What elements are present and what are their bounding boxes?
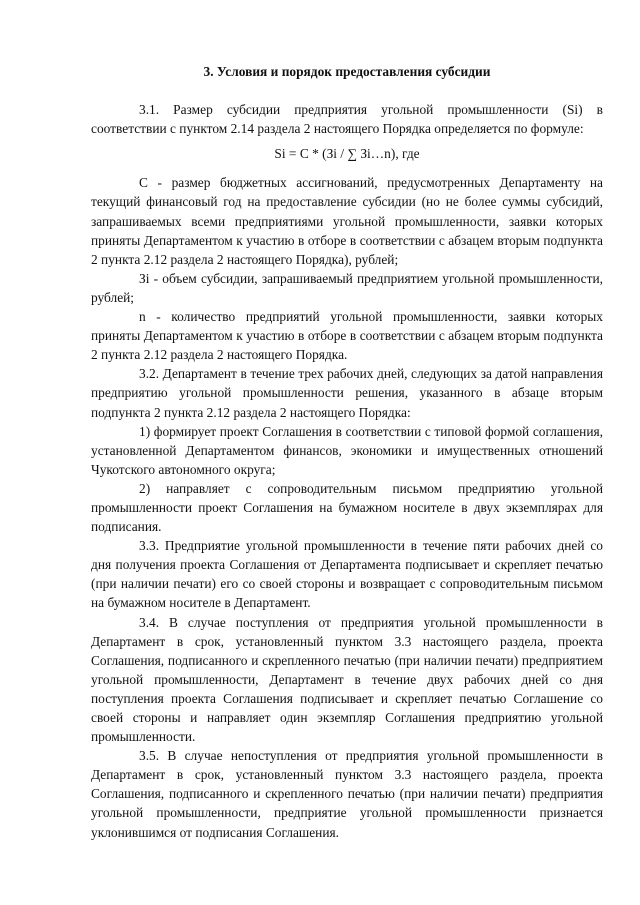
- list-item-1: 1) формирует проект Соглашения в соответствии с типовой формой соглашения, установленной Департаментом финансов, экономики и имущественных отношений Чукотского автономного округа;: [91, 423, 603, 477]
- document-page: [91, 62, 603, 842]
- section-title: 3. Условия и порядок предоставления субсидии: [203, 64, 491, 79]
- definition-zi: Зi - объем субсидии, запрашиваемый предприятием угольной промышленности, рублей;: [91, 270, 603, 305]
- paragraph-3-4: 3.4. В случае поступления от предприятия угольной промышленности в Департамент в срок, установленный пунктом 3.3 настоящего раздела, проекта Соглашения, подписанного и скрепленного печатью (при наличии печати) предприятием угольной промышленности, Департамент в течение двух рабочих дней со дня поступления проекта Соглашения подписывает и скрепляет печатью Соглашение со своей стороны и направляет один экземпляр Соглашения предприятию угольной промышленности.: [91, 614, 603, 745]
- definition-n: n - количество предприятий угольной промышленности, заявки которых приняты Департаментом к участию в отборе в соответствии с абзацем вторым подпункта 2 пункта 2.12 раздела 2 настоящего Порядка.: [91, 309, 603, 363]
- paragraph-3-3: 3.3. Предприятие угольной промышленности в течение пяти рабочих дней со дня получения проекта Соглашения от Департамента подписывает и скрепляет печатью (при наличии печати) его со своей стороны и возвращает с сопроводительным письмом на бумажном носителе в Департамент.: [91, 538, 603, 611]
- definition-c: С - размер бюджетных ассигнований, предусмотренных Департаменту на текущий финансовый год на предоставление субсидии (но не более суммы субсидий, запрашиваемых всеми предприятиями угольной промышленности, заявки которых приняты Департаментом к участию в отборе в соответствии с абзацем вторым подпункта 2 пункта 2.12 раздела 2 настоящего Порядка), рублей;: [91, 175, 603, 267]
- paragraph-3-1: 3.1. Размер субсидии предприятия угольной промышленности (Si) в соответствии с пунктом 2.14 раздела 2 настоящего Порядка определяется по формуле:: [91, 102, 603, 137]
- subsidy-formula: Si = C * (Зi / ∑ Зi…n), где: [274, 146, 420, 162]
- list-item-2: 2) направляет с сопроводительным письмом предприятию угольной промышленности проект Соглашения на бумажном носителе в двух экземплярах для подписания.: [91, 480, 603, 535]
- paragraph-3-2: 3.2. Департамент в течение трех рабочих дней, следующих за датой направления предприятию угольной промышленности решения, указанного в абзаце вторым подпункта 2 пункта 2.12 раздела 2 настоящего Порядка:: [91, 366, 603, 420]
- paragraph-3-5: 3.5. В случае непоступления от предприятия угольной промышленности в Департамент в срок, установленный пунктом 3.3 настоящего раздела, проекта Соглашения, подписанного и скрепленного печатью (при наличии печати) предприятия угольной промышленности, предприятие угольной промышленности признается уклонившимся от подписания Соглашения.: [91, 748, 603, 840]
